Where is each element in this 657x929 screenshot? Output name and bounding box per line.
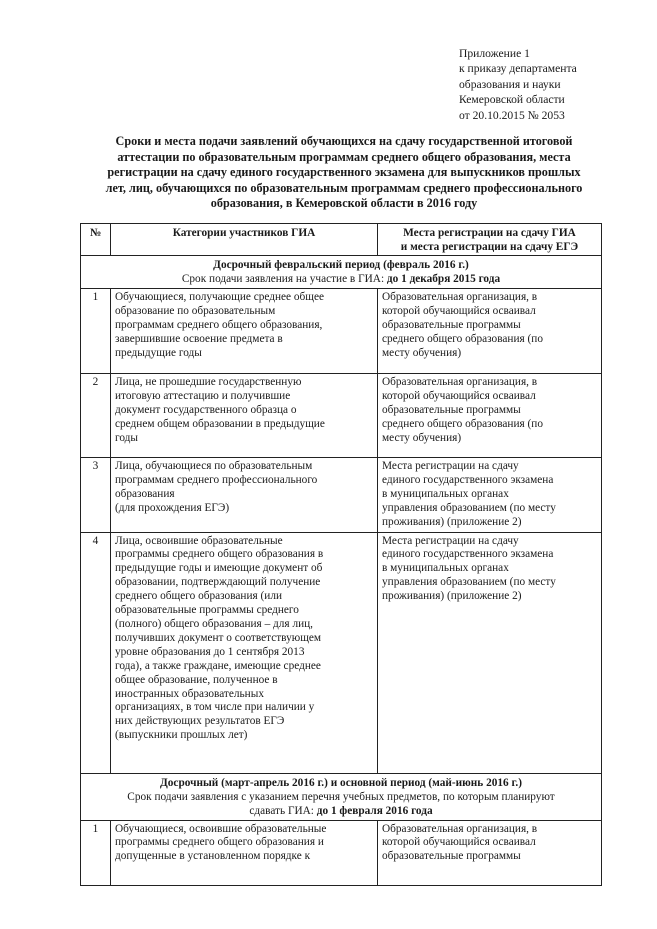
appendix-line: Кемеровской области [459,93,565,107]
title-line: аттестации по образовательным программам среднего общего образования, места [117,149,571,164]
category-line: Обучающиеся, освоившие образовательные [115,822,327,835]
category-line: (полного) общего образования – для лиц, [115,617,314,630]
place-line: которой обучающийся осваивал [382,836,536,849]
category-line: иностранных образовательных [115,687,264,700]
header-place-line: и места регистрации на сдачу ЕГЭ [400,240,579,253]
category-line: Лица, освоившие образовательные [115,534,283,547]
place-line: Образовательная организация, в [382,291,538,303]
title-line: образования, в Кемеровской области в 2016 году [210,196,478,211]
header-place [378,224,602,256]
period-deadline-line: Срок подачи заявления с указанием перечня учебных предметов, по которым планируют [127,790,555,803]
place-line: в муниципальных органах [382,562,509,575]
row-number: 3 [81,458,111,533]
category-line: года), а также граждане, имеющие среднее [115,659,321,672]
place-line: единого государственного экзамена [382,548,554,561]
row-category [111,820,378,885]
table-row [81,820,602,885]
place-line: которой обучающийся осваивал [382,389,536,402]
period-deadline [85,272,597,286]
row-place [378,289,602,374]
category-line: образовании, подтверждающий получение [115,576,321,589]
period-cell [81,256,602,289]
appendix-line: Приложение 1 [459,47,530,60]
place-line: проживания) (приложение 2) [382,590,522,603]
title-line: лет, лиц, обучающихся по образовательным программам среднего профессионального [105,180,583,195]
table-row [81,289,602,374]
table-header-row [81,224,602,256]
category-line: них действующих результатов ЕГЭ [115,715,285,728]
period-row-february [81,256,602,289]
category-line: организациях, в том числе при наличии у [115,701,315,714]
place-line: Образовательная организация, в [382,376,538,388]
place-line: Образовательная организация, в [382,822,538,835]
header-category: Категории участников ГИА [111,224,378,256]
row-category [111,458,378,533]
appendix-line: к приказу департамента [459,62,577,76]
place-line: образовательные программы [382,318,521,331]
title-line: регистрации на сдачу единого государственного экзамена для выпускников прошлых [107,165,581,180]
deadline-text: Срок подачи заявления на участие в ГИА: [181,273,387,285]
category-line: программам среднего общего образования, [115,318,323,331]
registration-table [80,223,602,886]
place-line: среднего общего образования (по [382,417,543,430]
deadline-text: сдавать ГИА: [249,804,317,817]
category-line: (для прохождения ЕГЭ) [115,501,230,514]
place-line: Места регистрации на сдачу [382,534,519,547]
category-line: предыдущие годы и имеющие документ об [115,562,323,575]
category-line: общее образование, полученное в [115,673,278,686]
table-row [81,458,602,533]
document-title [88,134,600,212]
period-row-main [81,773,602,820]
place-line: единого государственного экзамена [382,473,554,486]
category-line: среднем общем образовании в предыдущие [115,417,325,430]
place-line: месту обучения) [382,346,462,359]
row-category [111,374,378,458]
row-place [378,532,602,773]
row-number: 4 [81,532,111,773]
place-line: управления образованием (по месту [382,576,556,589]
place-line: образовательные программы [382,403,521,416]
row-place [378,458,602,533]
place-line: в муниципальных органах [382,487,509,500]
header-place-line: Места регистрации на сдачу ГИА [403,227,576,239]
table-row [81,532,602,773]
period-cell [81,773,602,820]
table-row [81,374,602,458]
category-line: завершившие освоение предмета в [115,332,283,345]
category-line: Лица, не прошедшие государственную [115,376,302,388]
place-line: управления образованием (по месту [382,501,556,514]
place-line: проживания) (приложение 2) [382,515,522,528]
category-line: программы среднего общего образования в [115,548,324,561]
category-line: образование по образовательным [115,304,276,317]
period-title: Досрочный февральский период (февраль 2016 г.) [213,259,469,271]
category-line: уровне образования до 1 сентября 2013 [115,645,305,658]
row-category [111,532,378,773]
place-line: Места регистрации на сдачу [382,460,519,472]
category-line: документ государственного образца о [115,403,297,416]
category-line: итоговую аттестацию и получившие [115,389,291,402]
deadline-date: до 1 февраля 2016 года [316,804,433,817]
category-line: получивших документ о соответствующем [115,631,322,644]
row-number: 1 [81,820,111,885]
title-line: Сроки и места подачи заявлений обучающихся на сдачу государственной итоговой [115,134,573,148]
category-line: Обучающиеся, получающие среднее общее [115,291,325,303]
row-place [378,820,602,885]
category-line: образовательные программы среднего [115,604,299,617]
category-line: среднего общего образования (или [115,590,282,603]
appendix-line: образования и науки [459,77,561,91]
appendix-line: от 20.10.2015 № 2053 [459,108,565,122]
row-place [378,374,602,458]
category-line: допущенные в установленном порядке к [115,850,311,863]
row-number: 2 [81,374,111,458]
header-number: № [81,224,111,256]
category-line: программам среднего профессионального [115,473,318,486]
category-line: Лица, обучающиеся по образовательным [115,460,313,472]
category-line: программы среднего общего образования и [115,836,324,849]
place-line: среднего общего образования (по [382,332,543,345]
appendix-block [459,46,649,123]
category-line: (выпускники прошлых лет) [115,729,248,742]
place-line: которой обучающийся осваивал [382,304,536,317]
period-deadline [85,804,597,818]
place-line: месту обучения) [382,431,462,444]
category-line: образования [115,487,175,500]
row-number: 1 [81,289,111,374]
place-line: образовательные программы [382,850,521,863]
category-line: предыдущие годы [115,346,202,359]
category-line: годы [115,431,139,444]
deadline-date: до 1 декабря 2015 года [386,273,501,285]
row-category [111,289,378,374]
period-title: Досрочный (март-апрель 2016 г.) и основной период (май-июнь 2016 г.) [160,776,522,789]
